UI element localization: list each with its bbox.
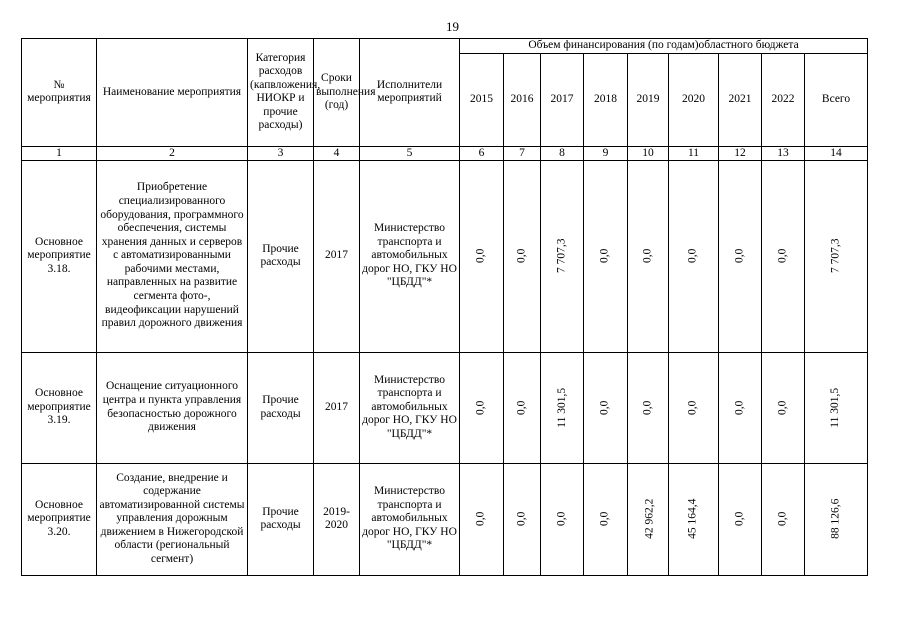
- column-number: 7: [504, 146, 541, 160]
- year-value: 0,0: [686, 248, 699, 264]
- measure-name: Создание, внедрение и содержание автоматизированной системы управления дорожным движением в Нижегородской области (региональный сегмент): [97, 463, 248, 575]
- year-value: 0,0: [515, 248, 528, 264]
- column-number: 3: [248, 146, 314, 160]
- year-value: 0,0: [474, 511, 487, 527]
- executors: Министерство транспорта и автомобильных дорог НО, ГКУ НО "ЦБДД"*: [360, 463, 460, 575]
- executors: Министерство транспорта и автомобильных дорог НО, ГКУ НО "ЦБДД"*: [360, 160, 460, 352]
- year-value: 0,0: [474, 248, 487, 264]
- total-value: 7 707,3: [829, 238, 842, 274]
- total-value: 88 126,6: [829, 498, 842, 540]
- header-term: Сроки выполнения (год): [314, 39, 360, 147]
- header-measure-name: Наименование мероприятия: [97, 39, 248, 147]
- expense-category: Прочие расходы: [248, 463, 314, 575]
- header-year: 2022: [762, 53, 805, 146]
- total-value: 11 301,5: [829, 387, 842, 428]
- header-measure-number: № мероприятия: [22, 39, 97, 147]
- header-year: 2019: [628, 53, 669, 146]
- header-year: 2018: [584, 53, 628, 146]
- table-row: [22, 352, 868, 463]
- year-value: 0,0: [776, 511, 789, 527]
- year-value: 0,0: [641, 400, 654, 415]
- year-value: 0,0: [598, 400, 611, 415]
- column-number: 8: [541, 146, 584, 160]
- year-value: 0,0: [515, 511, 528, 527]
- column-number: 13: [762, 146, 805, 160]
- column-number: 11: [669, 146, 719, 160]
- header-year: 2020: [669, 53, 719, 146]
- column-number: 5: [360, 146, 460, 160]
- header-year: 2021: [719, 53, 762, 146]
- funding-table: [21, 38, 868, 576]
- year-value: 0,0: [515, 400, 528, 415]
- year-value: 0,0: [686, 400, 699, 415]
- year-value: 0,0: [733, 400, 746, 415]
- table-row: [22, 463, 868, 575]
- column-number: 2: [97, 146, 248, 160]
- expense-category: Прочие расходы: [248, 352, 314, 463]
- year-value: 0,0: [474, 400, 487, 415]
- measure-name: Приобретение специализированного оборудования, программного обеспечения, системы хранения данных и серверов с автоматизированными рабочими местами, направленных на развитие сегмента фото-, видеофиксации нарушений правил дорожного движения: [97, 160, 248, 352]
- measure-number: Основное мероприятие 3.19.: [22, 352, 97, 463]
- column-number: 6: [460, 146, 504, 160]
- year-value: 0,0: [598, 511, 611, 527]
- column-number: 10: [628, 146, 669, 160]
- year-value: 0,0: [733, 248, 746, 264]
- table-row: [22, 160, 868, 352]
- header-expense-category: Категория расходов (капвложения, НИОКР и прочие расходы): [248, 39, 314, 147]
- column-number: 14: [805, 146, 868, 160]
- header-year: 2017: [541, 53, 584, 146]
- column-number: 9: [584, 146, 628, 160]
- year-value: 11 301,5: [556, 387, 569, 428]
- column-number: 12: [719, 146, 762, 160]
- year-value: 0,0: [555, 511, 568, 527]
- column-number: 1: [22, 146, 97, 160]
- measure-number: Основное мероприятие 3.18.: [22, 160, 97, 352]
- header-funding-title: Объем финансирования (по годам)областного бюджета: [460, 39, 868, 54]
- year-value: 7 707,3: [555, 238, 568, 274]
- executors: Министерство транспорта и автомобильных дорог НО, ГКУ НО "ЦБДД"*: [360, 352, 460, 463]
- header-year: 2016: [504, 53, 541, 146]
- year-value: 42 962,2: [643, 498, 656, 540]
- year-value: 0,0: [598, 248, 611, 264]
- page-number: 19: [446, 19, 459, 34]
- column-number: 4: [314, 146, 360, 160]
- term: 2017: [314, 352, 360, 463]
- measure-name: Оснащение ситуационного центра и пункта управления безопасностью дорожного движения: [97, 352, 248, 463]
- year-value: 0,0: [776, 248, 789, 264]
- header-year: 2015: [460, 53, 504, 146]
- header-executors: Исполнители мероприятий: [360, 39, 460, 147]
- term: 2019-2020: [314, 463, 360, 575]
- header-total: Всего: [805, 53, 868, 146]
- term: 2017: [314, 160, 360, 352]
- year-value: 45 164,4: [686, 498, 699, 540]
- year-value: 0,0: [776, 400, 789, 415]
- year-value: 0,0: [733, 511, 746, 527]
- expense-category: Прочие расходы: [248, 160, 314, 352]
- measure-number: Основное мероприятие 3.20.: [22, 463, 97, 575]
- year-value: 0,0: [641, 248, 654, 264]
